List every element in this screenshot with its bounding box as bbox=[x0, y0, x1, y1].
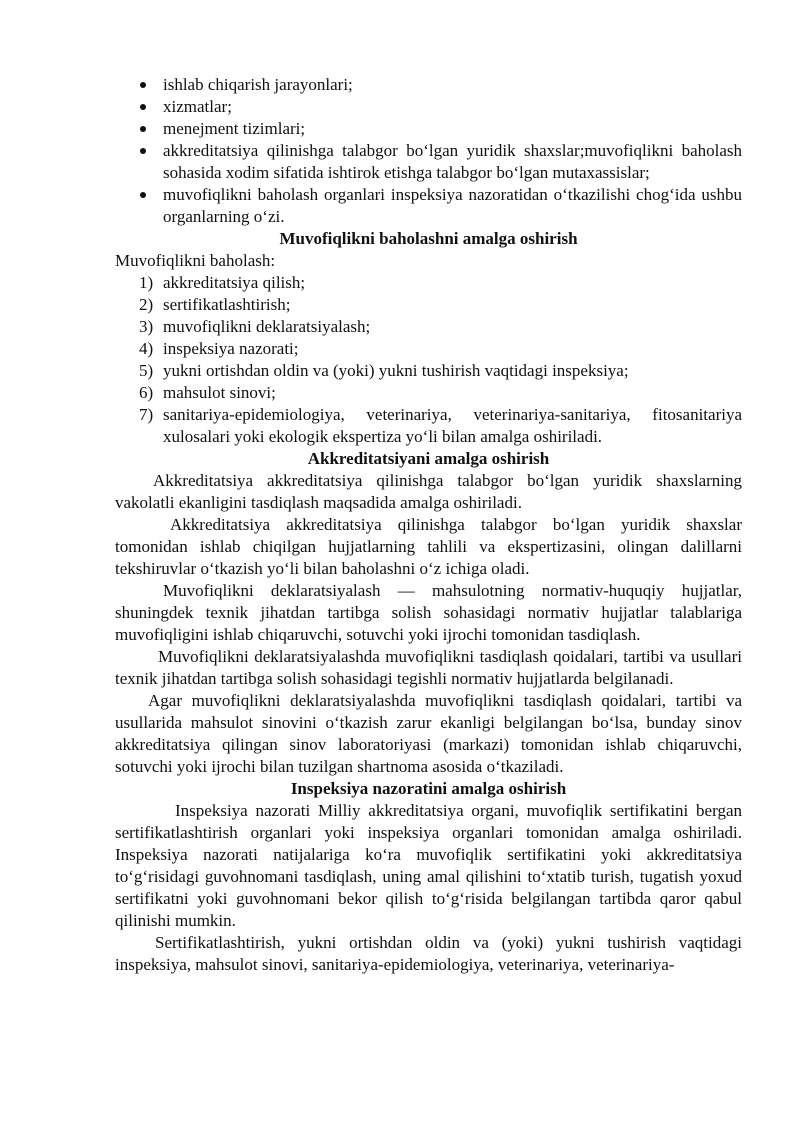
bullet-icon bbox=[140, 148, 146, 154]
document-page bbox=[115, 74, 742, 976]
paragraph: Muvofiqlikni deklaratsiyalash — mahsulotning normativ-huquqiy hujjatlar, shuningdek texnik jihatdan tartibga solish sohasidagi normativ hujjatlar talablariga muvofiqligini ishlab chiqaruvchi, sotuvchi yoki ijrochi tomonidan tasdiqlash. bbox=[115, 581, 742, 644]
section-intro: Muvofiqlikni baholash: bbox=[115, 251, 276, 270]
bullet-item: xizmatlar; bbox=[115, 96, 742, 118]
section-heading-inspection: Inspeksiya nazoratini amalga oshirish bbox=[290, 779, 567, 798]
paragraph: Inspeksiya nazorati Milliy akkreditatsiya organi, muvofiqlik sertifikatini bergan sertifikatlashtirish organlari yoki inspeksiya organlari tomonidan amalga oshiriladi. Inspeksiya nazorati natijalariga ko‘ra muvofiqlik sertifikatini yoki akkreditatsiya to‘g‘risidagi guvohnomani tasdiqlash, uning amal qilishini to‘xtatib turish, tugatish yoxud sertifikatni yoki guvohnomani bekor qilish to‘g‘risida belgilangan tartibda qaror qabul qilinishi mumkin. bbox=[115, 801, 742, 930]
paragraph: Akkreditatsiya akkreditatsiya qilinishga talabgor bo‘lgan yuridik shaxslarning vakolatli ekanligini tasdiqlash maqsadida amalga oshiriladi. bbox=[115, 471, 742, 512]
bullet-item: akkreditatsiya qilinishga talabgor bo‘lgan yuridik shaxslar;muvofiqlikni baholash sohasida xodim sifatida ishtirok etishga talabgor bo‘lgan mutaxassislar; bbox=[115, 140, 742, 184]
bullet-item: menejment tizimlari; bbox=[115, 118, 742, 140]
paragraph: Sertifikatlashtirish, yukni ortishdan oldin va (yoki) yukni tushirish vaqtidagi inspeksiya, mahsulot sinovi, sanitariya-epidemiologiya, veterinariya, veterinariya- bbox=[115, 933, 742, 974]
numbered-item: 4) inspeksiya nazorati; bbox=[139, 339, 299, 358]
bullet-list bbox=[115, 74, 742, 228]
numbered-item: 3) muvofiqlikni deklaratsiyalash; bbox=[139, 317, 371, 336]
section-heading-conformity: Muvofiqlikni baholashni amalga oshirish bbox=[279, 229, 578, 248]
paragraph: Agar muvofiqlikni deklaratsiyalashda muvofiqlikni tasdiqlash qoidalari, tartibi va usullarida mahsulot sinovini o‘tkazish zarur ekanligi belgilangan bo‘lsa, bunday sinov akkreditatsiya qilingan sinov laboratoriyasi (markazi) tomonidan ishlab chiqaruvchi, sotuvchi yoki ijrochi bilan tuzilgan shartnoma asosida o‘tkaziladi. bbox=[115, 691, 742, 776]
bullet-item: muvofiqlikni baholash organlari inspeksiya nazoratidan o‘tkazilishi chog‘ida ushbu organlarning o‘zi. bbox=[115, 184, 742, 228]
numbered-item: 2) sertifikatlashtirish; bbox=[139, 295, 291, 314]
numbered-item: 6) mahsulot sinovi; bbox=[139, 383, 276, 402]
bullet-icon bbox=[140, 126, 146, 132]
paragraph: Muvofiqlikni deklaratsiyalashda muvofiqlikni tasdiqlash qoidalari, tartibi va usullari texnik jihatdan tartibga solish sohasidagi tegishli normativ hujjatlarda belgilanadi. bbox=[115, 647, 742, 688]
section-heading-accreditation: Akkreditatsiyani amalga oshirish bbox=[307, 449, 550, 468]
numbered-list bbox=[115, 272, 742, 448]
bullet-icon bbox=[140, 192, 146, 198]
bullet-icon bbox=[140, 82, 146, 88]
numbered-item: 1) akkreditatsiya qilish; bbox=[139, 273, 306, 292]
numbered-item: 7) sanitariya-epidemiologiya, veterinariya, veterinariya-sanitariya, fitosanitariya xulosalari yoki ekologik ekspertiza yo‘li bilan amalga oshiriladi. bbox=[139, 405, 742, 446]
numbered-item: 5) yukni ortishdan oldin va (yoki) yukni tushirish vaqtidagi inspeksiya; bbox=[139, 361, 629, 380]
bullet-icon bbox=[140, 104, 146, 110]
paragraph: Akkreditatsiya akkreditatsiya qilinishga talabgor bo‘lgan yuridik shaxslar tomonidan ishlab chiqilgan hujjatlarning tahlili va ekspertizasini, olingan dalillarni tekshiruvlar o‘tkazish yo‘li bilan baholashni o‘z ichiga oladi. bbox=[115, 515, 742, 578]
bullet-item: ishlab chiqarish jarayonlari; bbox=[115, 74, 742, 96]
